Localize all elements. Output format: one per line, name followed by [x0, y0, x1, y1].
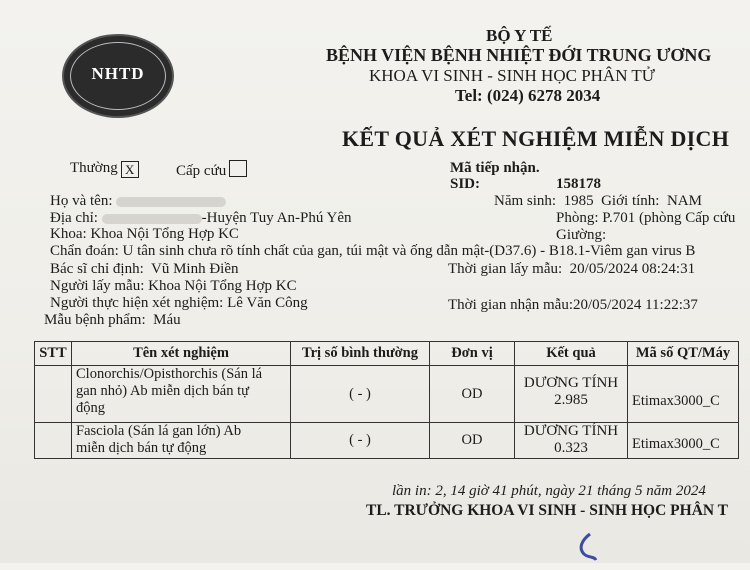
- row-machine: Etimax3000_C: [628, 366, 739, 423]
- name-label: Họ và tên:: [50, 193, 113, 209]
- row-result: [515, 423, 628, 459]
- sample-label: Mẫu bệnh phẩm:: [44, 312, 146, 328]
- reception-value: .: [535, 160, 540, 176]
- redacted-name: [116, 197, 226, 207]
- print-info: lần in: 2, 14 giờ 41 phút, ngày 21 tháng 5 năm 2024: [392, 483, 706, 499]
- room-value: P.701 (phòng Cấp cứu: [602, 210, 736, 226]
- address-row: [50, 210, 352, 227]
- dept-value: Khoa Nội Tổng Hợp KC: [90, 226, 239, 242]
- ink-mark: [560, 532, 600, 562]
- room-row: [556, 210, 735, 227]
- collector-value: Khoa Nội Tổng Hợp KC: [148, 278, 297, 294]
- collect-time-value: 20/05/2024 08:24:31: [569, 261, 696, 277]
- priority-urgent: [176, 160, 247, 180]
- test-name-line: miễn dịch bán tự động: [76, 440, 207, 456]
- row-stt: [35, 423, 72, 459]
- result-text: DƯƠNG TÍNH: [523, 423, 619, 439]
- redacted-address: [102, 214, 202, 224]
- table-row: [35, 366, 739, 423]
- sample-row: [44, 312, 181, 329]
- receive-time-value: 20/05/2024 11:22:37: [573, 297, 698, 313]
- priority-normal-checkbox: X: [121, 161, 139, 178]
- result-value: 2.985: [554, 392, 588, 408]
- row-machine: Etimax3000_C: [628, 423, 739, 459]
- birth-value: 1985: [563, 193, 594, 209]
- patient-name-row: [50, 193, 226, 210]
- diagnosis-value: U tân sinh chưa rõ tính chất của gan, túi mật và ống dẫn mật-(D37.6) - B18.1-Viêm gan virus B: [122, 243, 696, 259]
- col-stt: STT: [35, 342, 72, 366]
- performer-value: Lê Văn Công: [227, 295, 308, 311]
- results-table: [34, 341, 739, 459]
- result-value: 0.323: [554, 440, 588, 456]
- col-machine: Mã số QT/Máy: [628, 342, 739, 366]
- row-test-name: [72, 366, 291, 423]
- doctor-value: Vũ Minh Điền: [150, 261, 239, 277]
- signature-title: TL. TRƯỞNG KHOA VI SINH - SINH HỌC PHÂN T: [366, 502, 729, 519]
- receive-time-row: [448, 297, 698, 314]
- doctor-label: Bác sĩ chỉ định:: [50, 261, 144, 277]
- table-header-row: [35, 342, 739, 366]
- gender-label: Giới tính:: [601, 193, 660, 209]
- department-name: KHOA VI SINH - SINH HỌC PHÂN TỬ: [369, 66, 655, 85]
- hospital-logo: [62, 34, 174, 118]
- reception-code: [450, 160, 540, 177]
- row-result: [515, 366, 628, 423]
- collect-time-row: [448, 261, 695, 278]
- room-label: Phòng:: [556, 210, 599, 226]
- page-title: KẾT QUẢ XÉT NGHIỆM MIỄN DỊCH: [342, 126, 730, 151]
- birth-label: Năm sinh:: [494, 193, 557, 209]
- row-normal-range: ( - ): [291, 366, 430, 423]
- table-row: [35, 423, 739, 459]
- phone-number: Tel: (024) 6278 2034: [455, 86, 601, 105]
- row-stt: [35, 366, 72, 423]
- priority-normal-label: Thường: [70, 160, 118, 176]
- birth-year-row: [494, 193, 702, 210]
- gender-value: NAM: [666, 193, 702, 209]
- test-name-line: gan nhỏ) Ab miễn dịch bán tự: [76, 383, 249, 399]
- priority-normal: [70, 160, 139, 178]
- test-name-line: Clonorchis/Opisthorchis (Sán lá: [76, 366, 263, 382]
- priority-urgent-checkbox: [229, 160, 247, 177]
- bed-label: Giường:: [556, 227, 607, 243]
- doctor-row: [50, 261, 238, 278]
- priority-urgent-label: Cấp cứu: [176, 163, 227, 179]
- logo-monogram: NHTD: [91, 64, 145, 83]
- diagnosis-row: [50, 243, 695, 260]
- receive-time-label: Thời gian nhận mẫu:: [448, 297, 573, 313]
- collect-time-label: Thời gian lấy mẫu:: [448, 261, 563, 277]
- row-unit: OD: [430, 366, 515, 423]
- sid-label: SID:: [450, 176, 481, 192]
- dept-label: Khoa:: [50, 226, 87, 242]
- result-text: DƯƠNG TÍNH: [523, 375, 619, 391]
- sid-value: 158178: [556, 176, 601, 192]
- address-label: Địa chỉ:: [50, 210, 98, 226]
- col-test-name: Tên xét nghiệm: [72, 342, 291, 366]
- ministry-name: BỘ Y TẾ: [486, 26, 553, 45]
- collector-label: Người lấy mẫu:: [50, 278, 145, 294]
- row-normal-range: ( - ): [291, 423, 430, 459]
- performer-label: Người thực hiện xét nghiệm:: [50, 295, 224, 311]
- row-unit: OD: [430, 423, 515, 459]
- test-name-line: động: [76, 400, 105, 416]
- diagnosis-label: Chẩn đoán:: [50, 243, 119, 259]
- address-value: -Huyện Tuy An-Phú Yên: [201, 210, 352, 226]
- col-normal-range: Trị số bình thường: [291, 342, 430, 366]
- hospital-name: BỆNH VIỆN BỆNH NHIỆT ĐỚI TRUNG ƯƠNG: [326, 45, 712, 65]
- reception-label: Mã tiếp nhận: [450, 160, 536, 176]
- department-row: [50, 226, 239, 243]
- sample-value: Máu: [153, 312, 181, 328]
- col-result: Kết quả: [515, 342, 628, 366]
- col-unit: Đơn vị: [430, 342, 515, 366]
- performer-row: [50, 295, 308, 312]
- test-name-line: Fasciola (Sán lá gan lớn) Ab: [76, 423, 242, 439]
- collector-row: [50, 278, 297, 295]
- row-test-name: [72, 423, 291, 459]
